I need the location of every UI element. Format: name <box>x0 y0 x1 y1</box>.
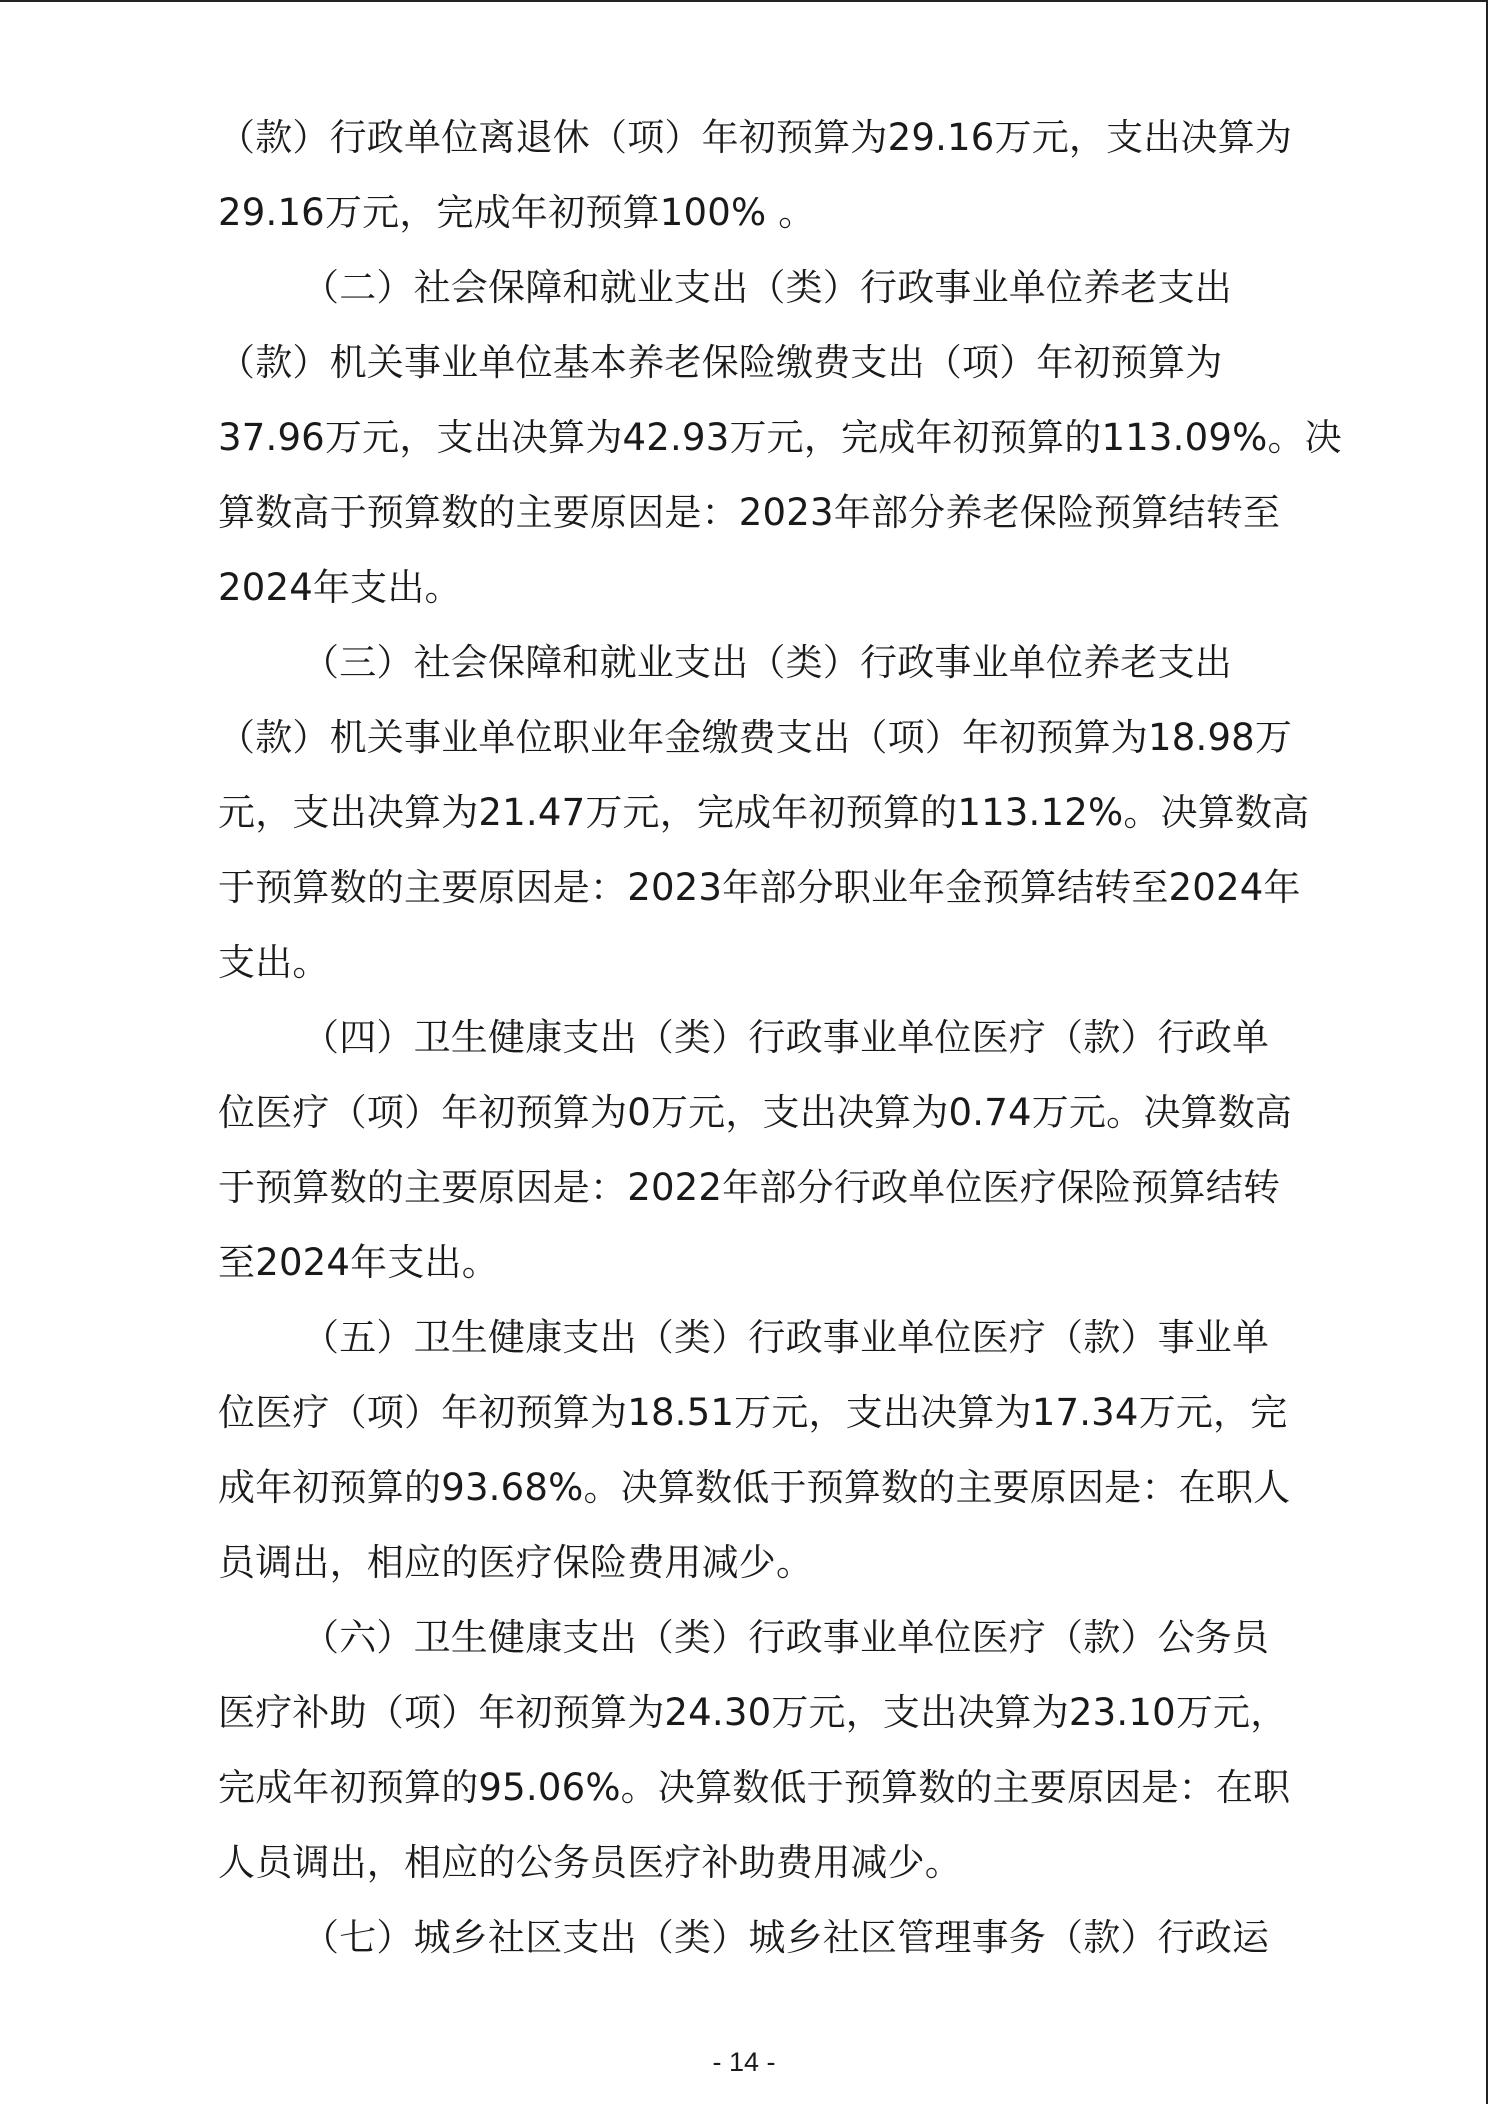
text-line: 37.96万元，支出决算为42.93万元，完成年初预算的113.09%。决 <box>218 416 1342 459</box>
text-line: 位医疗（项）年初预算为18.51万元，支出决算为17.34万元，完 <box>218 1391 1288 1434</box>
text-line: 29.16万元，完成年初预算100% 。 <box>218 191 816 234</box>
text-line: 元，支出决算为21.47万元，完成年初预算的113.12%。决算数高 <box>218 791 1310 834</box>
text-line: 员调出，相应的医疗保险费用减少。 <box>218 1541 814 1584</box>
text-line: 成年初预算的93.68%。决算数低于预算数的主要原因是：在职人 <box>218 1466 1291 1509</box>
text-line: 2024年支出。 <box>218 566 462 609</box>
text-line: 至2024年支出。 <box>218 1241 499 1284</box>
body-text <box>218 100 1342 1975</box>
text-line: （款）机关事业单位基本养老保险缴费支出（项）年初预算为 <box>218 341 1223 384</box>
section-heading-line: （五）卫生健康支出（类）行政事业单位医疗（款）事业单 <box>302 1316 1270 1359</box>
text-line: 于预算数的主要原因是：2023年部分职业年金预算结转至2024年 <box>218 866 1301 909</box>
text-line: 位医疗（项）年初预算为0万元，支出决算为0.74万元。决算数高 <box>218 1091 1293 1134</box>
text-line: 人员调出，相应的公务员医疗补助费用减少。 <box>218 1841 962 1884</box>
text-line: 支出。 <box>218 941 330 984</box>
section-heading-line: （六）卫生健康支出（类）行政事业单位医疗（款）公务员 <box>302 1616 1270 1659</box>
text-line: 医疗补助（项）年初预算为24.30万元，支出决算为23.10万元， <box>218 1691 1288 1734</box>
text-line: 完成年初预算的95.06%。决算数低于预算数的主要原因是：在职 <box>218 1766 1291 1809</box>
text-line: （款）机关事业单位职业年金缴费支出（项）年初预算为18.98万 <box>218 716 1293 759</box>
section-heading-line: （二）社会保障和就业支出（类）行政事业单位养老支出 <box>302 266 1232 309</box>
text-line: 算数高于预算数的主要原因是：2023年部分养老保险预算结转至 <box>218 491 1281 534</box>
section-heading-line: （四）卫生健康支出（类）行政事业单位医疗（款）行政单 <box>302 1016 1270 1059</box>
section-heading-line: （七）城乡社区支出（类）城乡社区管理事务（款）行政运 <box>302 1916 1270 1959</box>
page-number: - 14 - <box>712 2047 776 2077</box>
text-line: （款）行政单位离退休（项）年初预算为29.16万元，支出决算为 <box>218 116 1293 159</box>
text-line: 于预算数的主要原因是：2022年部分行政单位医疗保险预算结转 <box>218 1166 1281 1209</box>
section-heading-line: （三）社会保障和就业支出（类）行政事业单位养老支出 <box>302 641 1232 684</box>
